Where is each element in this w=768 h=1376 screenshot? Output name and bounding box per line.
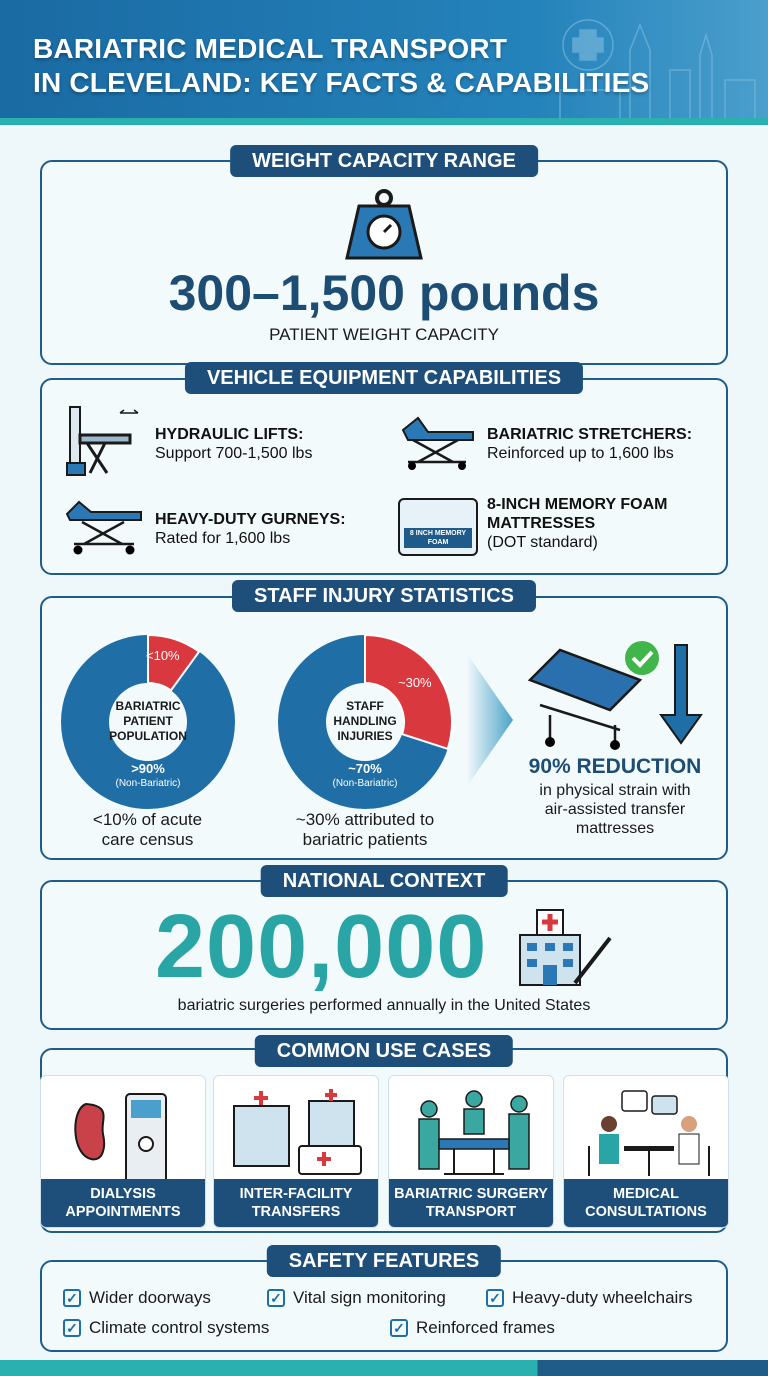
- check-circle-icon: [625, 641, 659, 675]
- national-section-title: NATIONAL CONTEXT: [261, 865, 508, 897]
- item-title: HEAVY-DUTY GURNEYS:: [155, 511, 346, 528]
- equipment-item-bariatric-stretchers: [487, 425, 692, 463]
- weight-section-title: WEIGHT CAPACITY RANGE: [230, 145, 538, 177]
- air-transfer-mattress-icon: [525, 640, 715, 750]
- safety-item-label: Wider doorways: [89, 1288, 211, 1307]
- safety-item: [390, 1318, 555, 1338]
- use-case-dialysis: [40, 1075, 206, 1228]
- checkbox-icon: ✓: [63, 1289, 81, 1307]
- hospitals-ambulance-icon: [229, 1086, 369, 1181]
- reduction-line: mattresses: [575, 820, 655, 837]
- stretcher-icon: [398, 410, 478, 472]
- donut2-large-sub: (Non-Bariatric): [332, 778, 398, 789]
- footer-accent-bar: [0, 1360, 768, 1376]
- center-line: STAFF: [346, 699, 384, 713]
- label-line: APPOINTMENTS: [65, 1204, 181, 1220]
- gurney-icon: [62, 492, 147, 557]
- label-line: DIALYSIS: [90, 1186, 156, 1202]
- caption-line: bariatric patients: [302, 830, 428, 849]
- use-case-surgery: [388, 1075, 554, 1228]
- down-arrow-icon: [661, 645, 701, 743]
- hydraulic-lift-icon: [65, 405, 145, 477]
- equipment-item-hydraulic-lifts: [155, 425, 312, 463]
- consultation-icon: [584, 1086, 714, 1186]
- center-line: PATIENT: [123, 714, 173, 728]
- label-line: TRANSPORT: [425, 1204, 517, 1220]
- use-cases-section-title: COMMON USE CASES: [255, 1035, 513, 1067]
- equipment-item-heavy-duty-gurneys: [155, 510, 346, 548]
- use-case-consultations: [563, 1075, 729, 1228]
- safety-item-label: Climate control systems: [89, 1318, 270, 1337]
- header-accent-bar: [0, 118, 768, 125]
- caption-line: care census: [101, 830, 194, 849]
- checkbox-icon: ✓: [267, 1289, 285, 1307]
- center-line: INJURIES: [337, 729, 393, 743]
- donut2-center: [275, 699, 455, 744]
- header: [0, 0, 768, 118]
- safety-item: [63, 1288, 211, 1308]
- item-title: 8-INCH MEMORY FOAM MATTRESSES: [487, 496, 668, 532]
- use-case-label: [214, 1179, 378, 1227]
- center-line: POPULATION: [109, 729, 187, 743]
- national-caption: bariatric surgeries performed annually in the United States: [177, 997, 591, 1014]
- checkbox-icon: ✓: [63, 1319, 81, 1337]
- reduction-text: [505, 781, 725, 838]
- donut2-small-label: ~30%: [398, 675, 432, 690]
- hospital-icon: [515, 905, 615, 990]
- label-line: TRANSFERS: [251, 1204, 341, 1220]
- reduction-line: air-assisted transfer: [544, 801, 686, 818]
- safety-item: [63, 1318, 269, 1338]
- label-line: CONSULTATIONS: [585, 1204, 707, 1220]
- label-line: MEDICAL: [612, 1186, 680, 1202]
- use-case-label: [564, 1179, 728, 1227]
- donut1-small-label: <10%: [146, 648, 180, 663]
- caption-line: <10% of acute: [92, 810, 203, 829]
- center-line: HANDLING: [333, 714, 397, 728]
- item-title: HYDRAULIC LIFTS:: [155, 426, 304, 443]
- weight-subtitle: PATIENT WEIGHT CAPACITY: [269, 325, 499, 344]
- checkbox-icon: ✓: [390, 1319, 408, 1337]
- donut1-large-label: >90%: [131, 761, 165, 776]
- injury-section-title: STAFF INJURY STATISTICS: [232, 580, 536, 612]
- mattress-icon-label: 8 INCH MEMORY FOAM: [404, 528, 472, 548]
- weight-value: 300–1,500 pounds: [168, 265, 600, 321]
- donut1-large-sub: (Non-Bariatric): [115, 778, 181, 789]
- label-line: INTER-FACILITY: [239, 1186, 353, 1202]
- checkbox-icon: ✓: [486, 1289, 504, 1307]
- weight-scale-icon: [345, 188, 423, 260]
- equipment-section-title: VEHICLE EQUIPMENT CAPABILITIES: [185, 362, 583, 394]
- donut1-center: [58, 699, 238, 744]
- reduction-line: in physical strain with: [539, 782, 691, 799]
- safety-item-label: Heavy-duty wheelchairs: [512, 1288, 693, 1307]
- title-line-2: IN CLEVELAND: KEY FACTS & CAPABILITIES: [33, 67, 650, 98]
- use-case-inter-facility: [213, 1075, 379, 1228]
- item-desc: Reinforced up to 1,600 lbs: [487, 445, 674, 462]
- equipment-item-mattresses: [487, 495, 707, 552]
- use-case-label: [389, 1179, 553, 1227]
- safety-item: [486, 1288, 692, 1308]
- item-desc: Rated for 1,600 lbs: [155, 530, 291, 547]
- donut2-caption: [255, 810, 475, 850]
- item-desc: Support 700-1,500 lbs: [155, 445, 313, 462]
- safety-section-title: SAFETY FEATURES: [267, 1245, 501, 1277]
- use-case-label: [41, 1179, 205, 1227]
- label-line: BARIATRIC SURGERY: [394, 1186, 548, 1202]
- donut2-large-label: ~70%: [348, 761, 382, 776]
- safety-item-label: Vital sign monitoring: [293, 1288, 446, 1307]
- donut1-caption: [40, 810, 255, 850]
- mattress-icon: [398, 498, 478, 556]
- center-line: BARIATRIC: [115, 699, 181, 713]
- safety-item-label: Reinforced frames: [416, 1318, 555, 1337]
- title-line-1: BARIATRIC MEDICAL TRANSPORT: [33, 33, 508, 64]
- surgery-team-icon: [404, 1084, 544, 1184]
- caption-line: ~30% attributed to: [295, 810, 435, 829]
- item-desc: (DOT standard): [487, 534, 598, 551]
- national-value: 200,000: [155, 897, 488, 997]
- safety-item: [267, 1288, 446, 1308]
- reduction-headline: 90% REDUCTION: [528, 755, 702, 778]
- item-title: BARIATRIC STRETCHERS:: [487, 426, 693, 443]
